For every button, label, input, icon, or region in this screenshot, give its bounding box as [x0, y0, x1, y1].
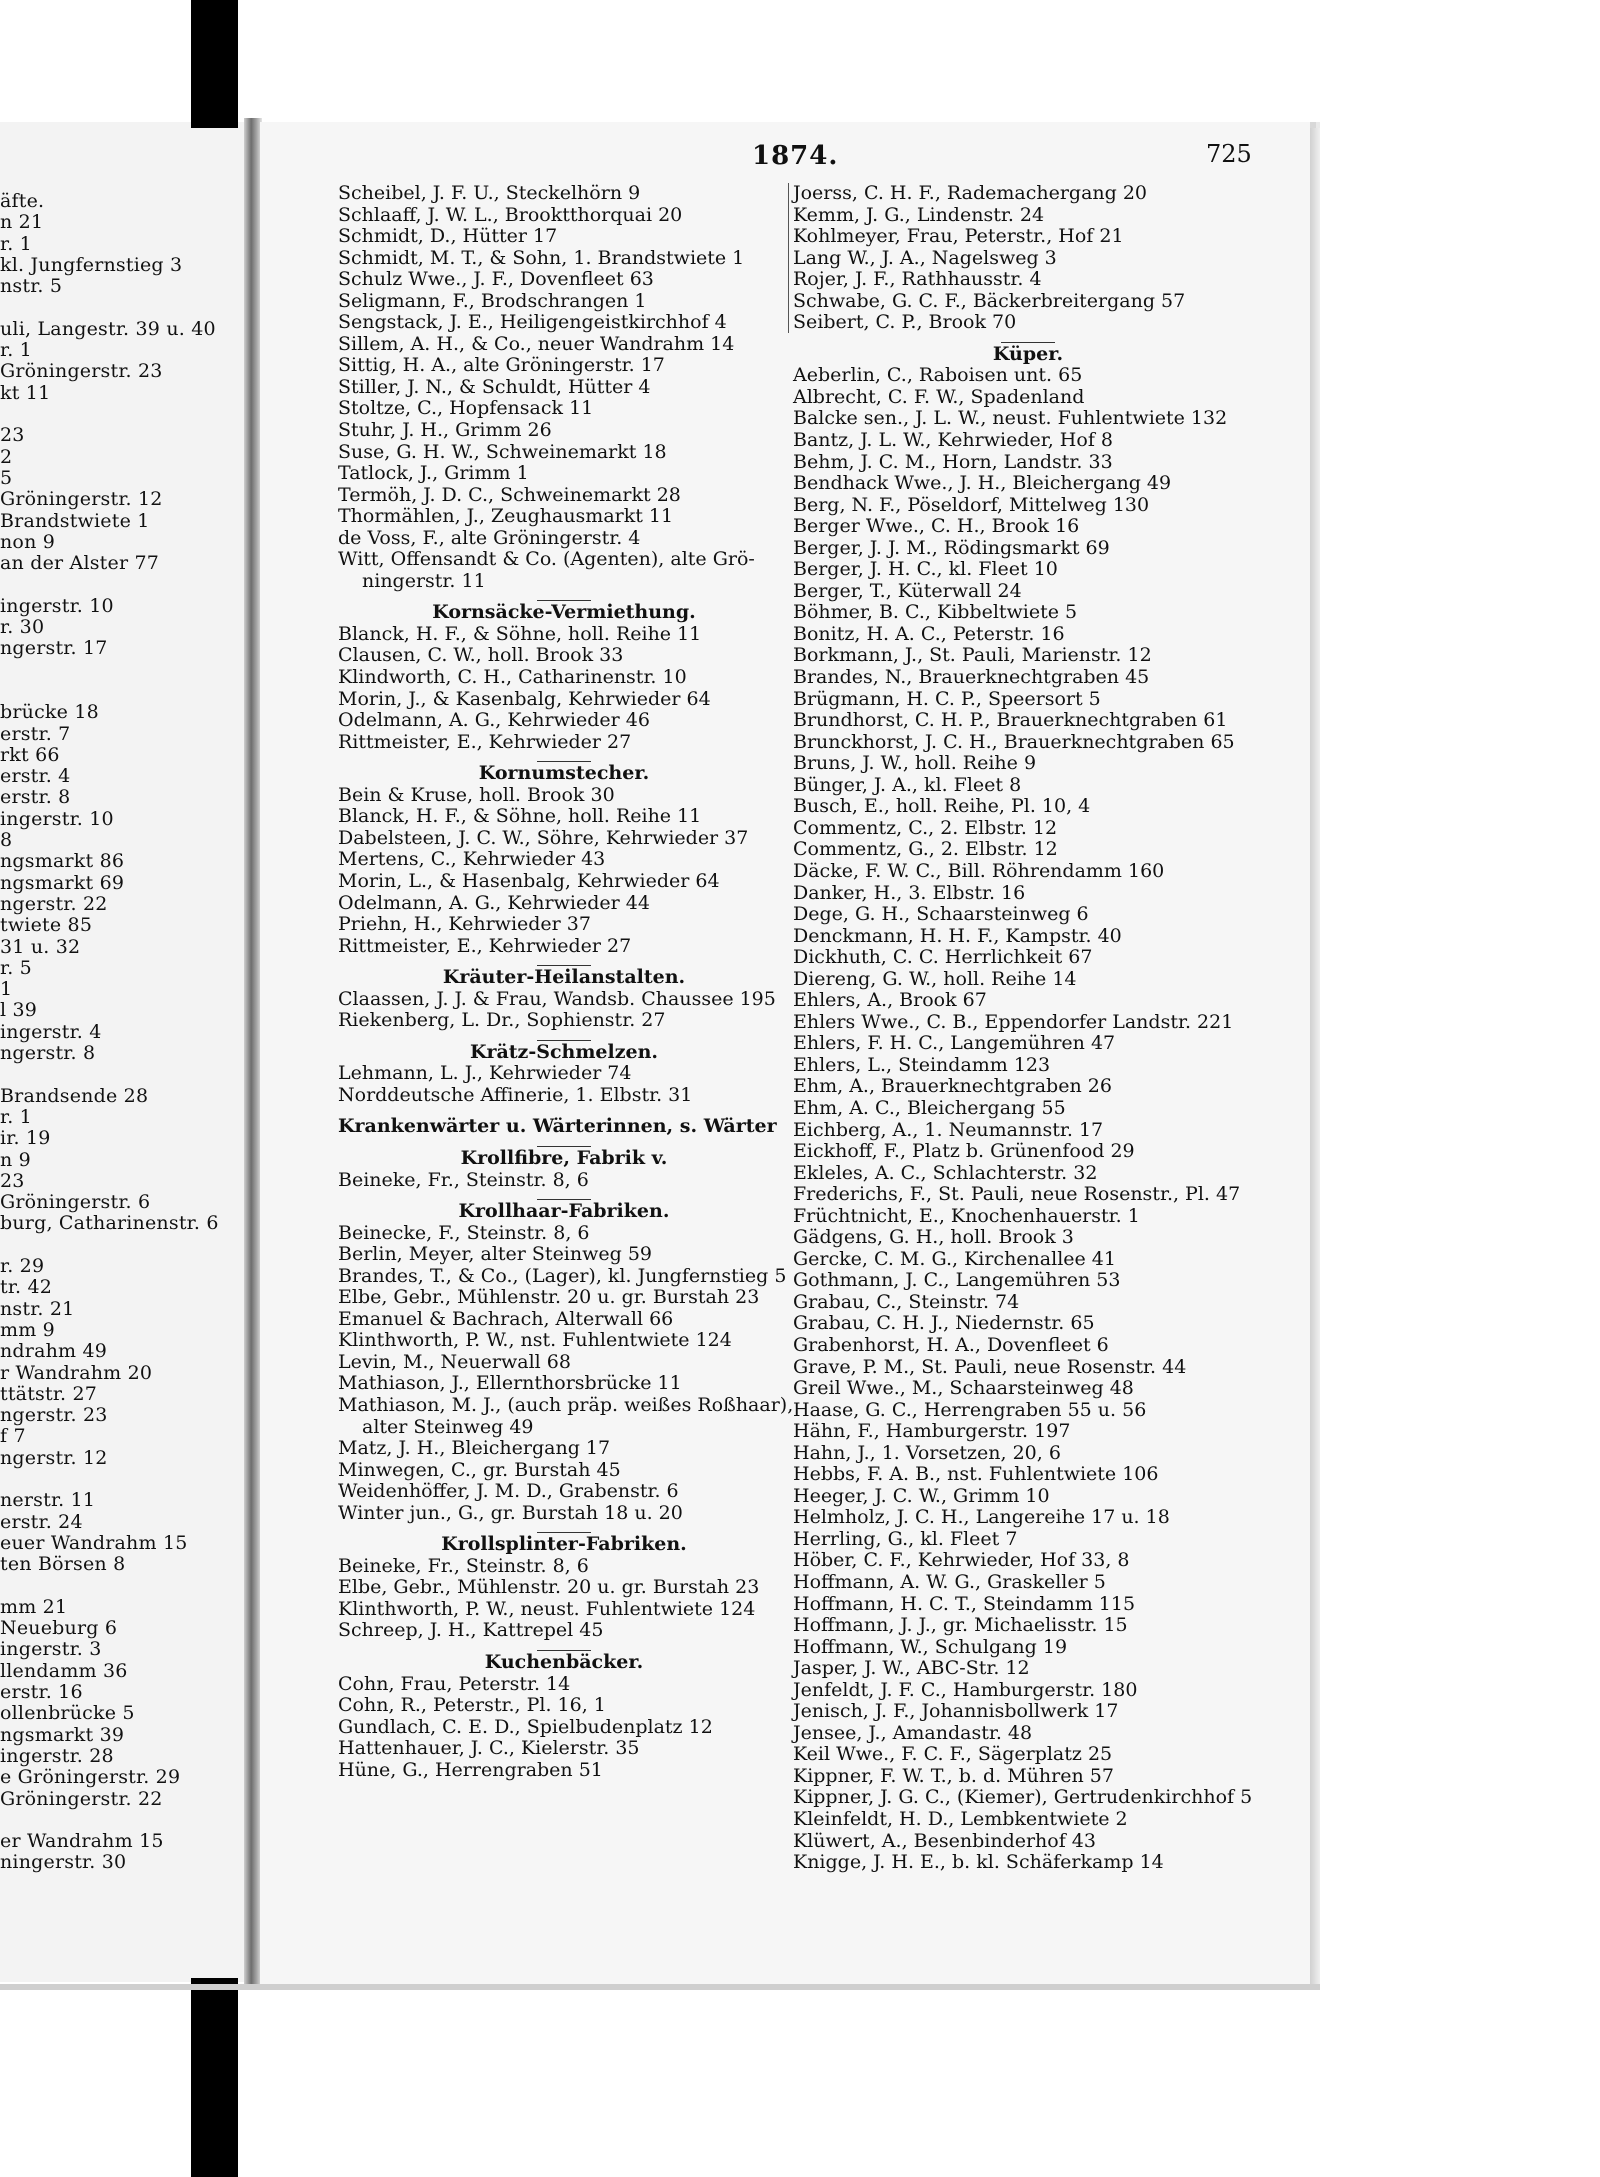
left-page-text-line: uli, Langestr. 39 u. 40	[0, 317, 216, 340]
directory-entry: Bantz, J. L. W., Kehrwieder, Hof 8	[793, 429, 1113, 452]
directory-entry: Sengstack, J. E., Heiligengeistkirchhof 4	[338, 311, 727, 334]
left-page-text-line: tr. 42	[0, 1276, 53, 1299]
directory-entry: de Voss, F., alte Gröningerstr. 4	[338, 526, 641, 549]
left-page-text-line: kt 11	[0, 381, 51, 404]
left-page-text-line: ingerstr. 10	[0, 594, 114, 617]
left-page-text-line: 5	[0, 466, 13, 489]
directory-entry: Berlin, Meyer, alter Steinweg 59	[338, 1243, 653, 1266]
left-page-text-line: 31 u. 32	[0, 935, 81, 958]
directory-entry: Schwabe, G. C. F., Bäckerbreitergang 57	[793, 289, 1186, 312]
directory-entry: Elbe, Gebr., Mühlenstr. 20 u. gr. Burstah 23	[338, 1576, 760, 1599]
left-page-text-line: Brandsende 28	[0, 1084, 149, 1107]
directory-entry: Grabenhorst, H. A., Dovenfleet 6	[793, 1333, 1109, 1356]
directory-entry: Levin, M., Neuerwall 68	[338, 1350, 571, 1373]
directory-entry: Borkmann, J., St. Pauli, Marienstr. 12	[793, 644, 1152, 667]
directory-entry: Klüwert, A., Besenbinderhof 43	[793, 1829, 1096, 1852]
directory-column-right	[793, 183, 1263, 1874]
directory-entry: Klinthworth, P. W., nst. Fuhlentwiete 124	[338, 1329, 732, 1352]
directory-entry: Grabau, C., Steinstr. 74	[793, 1290, 1020, 1313]
directory-entry: Rittmeister, E., Kehrwieder 27	[338, 934, 632, 957]
directory-entry: Klinthworth, P. W., neust. Fuhlentwiete 124	[338, 1597, 756, 1620]
directory-entry: Commentz, C., 2. Elbstr. 12	[793, 816, 1058, 839]
directory-entry: Hoffmann, H. C. T., Steindamm 115	[793, 1592, 1136, 1615]
directory-entry: Böhmer, B. C., Kibbeltwiete 5	[793, 601, 1078, 624]
directory-entry: Hoffmann, A. W. G., Graskeller 5	[793, 1571, 1106, 1593]
left-page-text-line: 23	[0, 424, 25, 447]
left-page-text-line: r. 1	[0, 232, 32, 255]
directory-entry: Heeger, J. C. W., Grimm 10	[793, 1484, 1050, 1507]
directory-entry: Blanck, H. F., & Söhne, holl. Reihe 11	[338, 622, 702, 645]
directory-entry: Jenisch, J. F., Johannisbollwerk 17	[793, 1700, 1119, 1723]
directory-entry: Kemm, J. G., Lindenstr. 24	[793, 203, 1045, 226]
directory-entry: Frederichs, F., St. Pauli, neue Rosenstr., Pl. 47	[793, 1183, 1241, 1206]
directory-entry: Aeberlin, C., Raboisen unt. 65	[793, 364, 1083, 387]
left-page-text-line: ingerstr. 3	[0, 1638, 102, 1661]
left-page-text-line: ollenbrücke 5	[0, 1702, 135, 1725]
directory-entry: Brandes, N., Brauerknechtgraben 45	[793, 666, 1150, 689]
directory-entry: Hahn, J., 1. Vorsetzen, 20, 6	[793, 1441, 1061, 1464]
left-page-text-line: Neueburg 6	[0, 1617, 118, 1640]
directory-entry: Danker, H., 3. Elbstr. 16	[793, 881, 1026, 904]
left-page-text-line: burg, Catharinenstr. 6	[0, 1212, 219, 1235]
directory-entry: Hüne, G., Herrengraben 51	[338, 1758, 603, 1781]
directory-entry: Lang W., J. A., Nagelsweg 3	[793, 246, 1057, 269]
directory-entry: Knigge, J. H. E., b. kl. Schäferkamp 14	[793, 1851, 1164, 1874]
directory-entry: Mathiason, J., Ellernthorsbrücke 11	[338, 1372, 682, 1395]
directory-entry: Blanck, H. F., & Söhne, holl. Reihe 11	[338, 805, 702, 828]
directory-entry: Beineke, Fr., Steinstr. 8, 6	[338, 1168, 589, 1191]
left-page-text-line: 1	[0, 978, 13, 1001]
section-heading: Kornumstecher.	[338, 763, 790, 785]
directory-entry: Gädgens, G. H., holl. Brook 3	[793, 1226, 1074, 1249]
directory-entry: Priehn, H., Kehrwieder 37	[338, 913, 591, 936]
directory-entry: Kohlmeyer, Frau, Peterstr., Hof 21	[793, 225, 1124, 248]
directory-entry: Mertens, C., Kehrwieder 43	[338, 848, 606, 871]
left-page-text-line: r. 30	[0, 616, 45, 638]
directory-entry: Schreep, J. H., Kattrepel 45	[338, 1619, 604, 1642]
directory-entry: Helmholz, J. C. H., Langereihe 17 u. 18	[793, 1506, 1170, 1529]
directory-entry: Ehm, A. C., Bleichergang 55	[793, 1096, 1066, 1119]
directory-entry: Thormählen, J., Zeughausmarkt 11	[338, 505, 674, 528]
directory-entry: Clausen, C. W., holl. Brook 33	[338, 644, 624, 667]
left-page-text-line: 8	[0, 829, 13, 851]
left-page-text-line: kl. Jungfernstieg 3	[0, 253, 183, 276]
directory-entry-continuation: ningerstr. 11	[362, 569, 486, 592]
directory-entry: Kippner, J. G. C., (Kiemer), Gertrudenkirchhof 5	[793, 1786, 1253, 1809]
directory-entry: Brundhorst, C. H. P., Brauerknechtgraben 61	[793, 709, 1228, 732]
directory-entry: Früchtnicht, E., Knochenhauerstr. 1	[793, 1204, 1140, 1227]
directory-entry: Claassen, J. J. & Frau, Wandsb. Chaussee 195	[338, 987, 776, 1010]
directory-entry: Albrecht, C. F. W., Spadenland	[793, 385, 1085, 408]
left-page-text-line: ingerstr. 28	[0, 1744, 114, 1767]
directory-entry: Morin, J., & Kasenbalg, Kehrwieder 64	[338, 687, 711, 710]
directory-entry: Ekleles, A. C., Schlachterstr. 32	[793, 1161, 1098, 1184]
left-page-text-line: ngsmarkt 39	[0, 1723, 125, 1746]
directory-entry: Behm, J. C. M., Horn, Landstr. 33	[793, 450, 1113, 473]
left-page-text-line: Brandstwiete 1	[0, 509, 150, 532]
directory-entry: Schulz Wwe., J. F., Dovenfleet 63	[338, 268, 654, 291]
directory-entry: Hebbs, F. A. B., nst. Fuhlentwiete 106	[793, 1463, 1159, 1486]
directory-entry: Sittig, H. A., alte Gröningerstr. 17	[338, 354, 665, 377]
directory-entry: Seibert, C. P., Brook 70	[793, 311, 1017, 334]
directory-entry: Winter jun., G., gr. Burstah 18 u. 20	[338, 1501, 683, 1524]
directory-entry: Bein & Kruse, holl. Brook 30	[338, 783, 615, 806]
left-page-text-line: n 9	[0, 1148, 31, 1171]
directory-entry: Jensee, J., Amandastr. 48	[793, 1721, 1033, 1744]
directory-entry: Cohn, Frau, Peterstr. 14	[338, 1672, 571, 1695]
directory-entry: Diereng, G. W., holl. Reihe 14	[793, 967, 1077, 990]
left-page-text-line: ir. 19	[0, 1127, 51, 1150]
left-page-text-line: ten Börsen 8	[0, 1553, 126, 1576]
directory-entry: Ehlers Wwe., C. B., Eppendorfer Landstr. 221	[793, 1010, 1234, 1033]
directory-entry: Tatlock, J., Grimm 1	[338, 462, 529, 485]
directory-entry: Berg, N. F., Pöseldorf, Mittelweg 130	[793, 493, 1150, 516]
directory-entry: Hähn, F., Hamburgerstr. 197	[793, 1420, 1071, 1443]
left-page-text-line: l 39	[0, 999, 38, 1022]
directory-entry: Bendhack Wwe., J. H., Bleichergang 49	[793, 472, 1172, 495]
section-heading: Kuchenbäcker.	[338, 1652, 790, 1674]
left-page-text-line: äfte.	[0, 190, 45, 212]
directory-column-left	[338, 182, 794, 1781]
left-page-text-line: nstr. 21	[0, 1297, 75, 1320]
directory-entry: Kippner, F. W. T., b. d. Mühren 57	[793, 1764, 1114, 1787]
left-page-text-line: ngerstr. 23	[0, 1404, 108, 1427]
directory-entry: Sillem, A. H., & Co., neuer Wandrahm 14	[338, 332, 735, 355]
directory-entry: Jasper, J. W., ABC-Str. 12	[793, 1657, 1030, 1680]
directory-entry: Witt, Offensandt & Co. (Agenten), alte Grö-	[338, 548, 755, 571]
directory-entry: Hoffmann, W., Schulgang 19	[793, 1635, 1068, 1658]
directory-entry: Grabau, C. H. J., Niedernstr. 65	[793, 1312, 1095, 1335]
directory-entry: Suse, G. H. W., Schweinemarkt 18	[338, 440, 667, 463]
section-heading: Krollfibre, Fabrik v.	[338, 1148, 790, 1170]
directory-entry: Eichberg, A., 1. Neumannstr. 17	[793, 1118, 1104, 1141]
directory-entry: Beineke, Fr., Steinstr. 8, 6	[338, 1554, 589, 1577]
directory-entry: Ehlers, L., Steindamm 123	[793, 1053, 1051, 1076]
directory-entry: Bünger, J. A., kl. Fleet 8	[793, 773, 1022, 796]
left-page-text-line: ngsmarkt 69	[0, 871, 125, 894]
directory-entry: Schlaaff, J. W. L., Brooktthorquai 20	[338, 203, 683, 226]
directory-entry: Bruns, J. W., holl. Reihe 9	[793, 752, 1037, 775]
directory-entry: Hoffmann, J. J., gr. Michaelisstr. 15	[793, 1614, 1128, 1637]
left-page-text-line: llendamm 36	[0, 1659, 128, 1682]
left-page-text-line: twiete 85	[0, 914, 93, 937]
left-page-text-line: er Wandrahm 15	[0, 1830, 164, 1853]
section-heading: Krankenwärter u. Wärterinnen, s. Wärter	[338, 1115, 777, 1138]
left-page-text-line: nstr. 5	[0, 275, 63, 298]
page-edge	[1310, 128, 1320, 1988]
directory-entry: Odelmann, A. G., Kehrwieder 46	[338, 709, 650, 732]
directory-entry: Gundlach, C. E. D., Spielbudenplatz 12	[338, 1715, 713, 1738]
directory-entry: Keil Wwe., F. C. F., Sägerplatz 25	[793, 1743, 1113, 1766]
left-page-text-line: mm 21	[0, 1595, 68, 1618]
left-page-text-line: r. 1	[0, 339, 32, 362]
section-heading: Krollsplinter-Fabriken.	[338, 1534, 790, 1556]
directory-entry: Busch, E., holl. Reihe, Pl. 10, 4	[793, 795, 1091, 818]
left-page-text-line: ningerstr. 30	[0, 1851, 127, 1874]
directory-entry: Gercke, C. M. G., Kirchenallee 41	[793, 1247, 1116, 1270]
left-page-text-line: r Wandrahm 20	[0, 1361, 153, 1384]
directory-entry: Emanuel & Bachrach, Alterwall 66	[338, 1307, 674, 1330]
left-page-text-line: 23	[0, 1169, 25, 1192]
left-page-text-line: ngerstr. 8	[0, 1042, 96, 1064]
left-page-text-line: ngerstr. 22	[0, 892, 108, 915]
left-page-text-line: r. 29	[0, 1255, 45, 1277]
directory-entry: Rojer, J. F., Rathhausstr. 4	[793, 268, 1042, 291]
directory-entry: Riekenberg, L. Dr., Sophienstr. 27	[338, 1009, 666, 1032]
directory-entry: Ehlers, F. H. C., Langemühren 47	[793, 1032, 1116, 1055]
left-page-text-line: Gröningerstr. 12	[0, 488, 163, 511]
left-page-text-line: rkt 66	[0, 743, 60, 766]
left-page-text-line: ingerstr. 4	[0, 1020, 102, 1043]
directory-entry: Eickhoff, F., Platz b. Grünenfood 29	[793, 1140, 1135, 1163]
binding-clip-top	[191, 0, 238, 128]
left-page-text-line: euer Wandrahm 15	[0, 1531, 188, 1554]
directory-entry: Dege, G. H., Schaarsteinweg 6	[793, 903, 1089, 926]
directory-entry: Berger Wwe., C. H., Brook 16	[793, 515, 1080, 538]
directory-entry: Herrling, G., kl. Fleet 7	[793, 1527, 1018, 1550]
directory-entry: Gothmann, J. C., Langemühren 53	[793, 1269, 1121, 1292]
directory-entry: Dabelsteen, J. C. W., Söhre, Kehrwieder 37	[338, 826, 749, 849]
directory-entry: Matz, J. H., Bleichergang 17	[338, 1437, 611, 1460]
left-page-text-line: erstr. 24	[0, 1510, 83, 1533]
left-page-text-line: ndrahm 49	[0, 1340, 108, 1363]
directory-entry: Brandes, T., & Co., (Lager), kl. Jungfernstieg 5	[338, 1264, 787, 1287]
left-page-text-line: f 7	[0, 1425, 26, 1448]
directory-entry: Kleinfeldt, H. D., Lembkentwiete 2	[793, 1808, 1128, 1831]
page-bottom-shadow	[0, 1984, 1320, 1990]
directory-entry: Rittmeister, E., Kehrwieder 27	[338, 730, 632, 753]
directory-entry: Grave, P. M., St. Pauli, neue Rosenstr. 44	[793, 1355, 1187, 1378]
directory-entry: Minwegen, C., gr. Burstah 45	[338, 1458, 621, 1481]
directory-entry: Cohn, R., Peterstr., Pl. 16, 1	[338, 1694, 606, 1717]
directory-entry: Seligmann, F., Brodschrangen 1	[338, 289, 647, 312]
directory-entry: Weidenhöffer, J. M. D., Grabenstr. 6	[338, 1480, 679, 1503]
left-page-text-line: Gröningerstr. 23	[0, 360, 163, 383]
left-page-text-line: non 9	[0, 530, 56, 553]
section-heading: Kornsäcke-Vermiethung.	[338, 602, 790, 624]
directory-entry: Jenfeldt, J. F. C., Hamburgerstr. 180	[793, 1678, 1138, 1701]
directory-entry: Odelmann, A. G., Kehrwieder 44	[338, 891, 650, 914]
directory-entry: Termöh, J. D. C., Schweinemarkt 28	[338, 483, 681, 506]
section-heading: Küper.	[793, 344, 1263, 366]
page-number: 725	[1206, 140, 1252, 168]
left-page-text-line: brücke 18	[0, 701, 99, 724]
left-page-text-line: erstr. 7	[0, 722, 71, 745]
left-page-text-line: erstr. 8	[0, 786, 71, 809]
left-page-text-line: ngerstr. 17	[0, 637, 108, 660]
directory-entry: Denckmann, H. H. F., Kampstr. 40	[793, 924, 1122, 947]
directory-entry: Scheibel, J. F. U., Steckelhörn 9	[338, 182, 641, 204]
directory-entry: Brunckhorst, J. C. H., Brauerknechtgraben 65	[793, 730, 1235, 753]
directory-entry: Norddeutsche Affinerie, 1. Elbstr. 31	[338, 1083, 693, 1106]
left-page-text-line: Gröningerstr. 6	[0, 1191, 151, 1214]
directory-entry: Haase, G. C., Herrengraben 55 u. 56	[793, 1398, 1147, 1421]
directory-entry: Lehmann, L. J., Kehrwieder 74	[338, 1062, 632, 1085]
left-page-text-line: ttätstr. 27	[0, 1382, 98, 1405]
directory-entry: Beinecke, F., Steinstr. 8, 6	[338, 1221, 590, 1244]
directory-entry: Commentz, G., 2. Elbstr. 12	[793, 838, 1058, 861]
directory-entry: Joerss, C. H. F., Rademachergang 20	[793, 182, 1148, 204]
left-page-text-line: erstr. 16	[0, 1681, 83, 1703]
left-page-text-line: mm 9	[0, 1318, 55, 1341]
directory-entry: Ehlers, A., Brook 67	[793, 989, 987, 1012]
directory-entry: Däcke, F. W. C., Bill. Röhrendamm 160	[793, 859, 1165, 882]
directory-entry: Höber, C. F., Kehrwieder, Hof 33, 8	[793, 1549, 1130, 1572]
directory-entry: Hattenhauer, J. C., Kielerstr. 35	[338, 1737, 640, 1760]
left-page-fragment	[0, 122, 257, 1982]
directory-entry: Elbe, Gebr., Mühlenstr. 20 u. gr. Burstah 23	[338, 1286, 760, 1309]
page-year-header: 1874.	[752, 141, 839, 171]
left-page-text-line: e Gröningerstr. 29	[0, 1766, 181, 1789]
directory-entry: Stoltze, C., Hopfensack 11	[338, 397, 594, 420]
directory-entry: Stuhr, J. H., Grimm 26	[338, 419, 552, 442]
left-page-text-line: ngerstr. 12	[0, 1446, 108, 1469]
directory-entry: Klindworth, C. H., Catharinenstr. 10	[338, 666, 687, 689]
left-page-text-line: Gröningerstr. 22	[0, 1787, 163, 1810]
section-heading: Kräuter-Heilanstalten.	[338, 967, 790, 989]
left-page-text-line: nerstr. 11	[0, 1489, 96, 1512]
directory-entry-continuation: alter Steinweg 49	[362, 1415, 534, 1438]
directory-entry: Schmidt, D., Hütter 17	[338, 225, 558, 248]
section-heading: Krätz-Schmelzen.	[338, 1042, 790, 1064]
directory-entry: Stiller, J. N., & Schuldt, Hütter 4	[338, 375, 651, 398]
directory-entry: Berger, J. J. M., Rödingsmarkt 69	[793, 536, 1110, 559]
directory-entry: Schmidt, M. T., & Sohn, 1. Brandstwiete 1	[338, 246, 745, 269]
directory-entry: Mathiason, M. J., (auch präp. weißes Roßhaar),	[338, 1393, 794, 1416]
directory-entry: Dickhuth, C. C. Herrlichkeit 67	[793, 946, 1093, 969]
directory-entry: Balcke sen., J. L. W., neust. Fuhlentwiete 132	[793, 407, 1228, 430]
directory-entry: Greil Wwe., M., Schaarsteinweg 48	[793, 1377, 1134, 1400]
left-page-text-line: ingerstr. 10	[0, 807, 114, 830]
left-page-text-line: an der Alster 77	[0, 552, 160, 575]
directory-entry: Berger, J. H. C., kl. Fleet 10	[793, 558, 1058, 581]
directory-entry: Morin, L., & Hasenbalg, Kehrwieder 64	[338, 869, 720, 892]
left-page-text-line: r. 1	[0, 1105, 32, 1128]
left-page-text-line: 2	[0, 445, 13, 468]
binding-clip-bottom	[191, 1978, 238, 2177]
directory-entry: Bonitz, H. A. C., Peterstr. 16	[793, 622, 1065, 645]
left-page-text-line: r. 5	[0, 956, 32, 979]
left-page-text-line: erstr. 4	[0, 765, 71, 788]
directory-entry: Ehm, A., Brauerknechtgraben 26	[793, 1075, 1112, 1098]
left-page-text-line: ngsmarkt 86	[0, 850, 125, 873]
directory-entry: Berger, T., Küterwall 24	[793, 579, 1022, 602]
left-page-text-line: n 21	[0, 211, 44, 234]
directory-entry: Brügmann, H. C. P., Speersort 5	[793, 687, 1101, 710]
section-heading: Krollhaar-Fabriken.	[338, 1201, 790, 1223]
